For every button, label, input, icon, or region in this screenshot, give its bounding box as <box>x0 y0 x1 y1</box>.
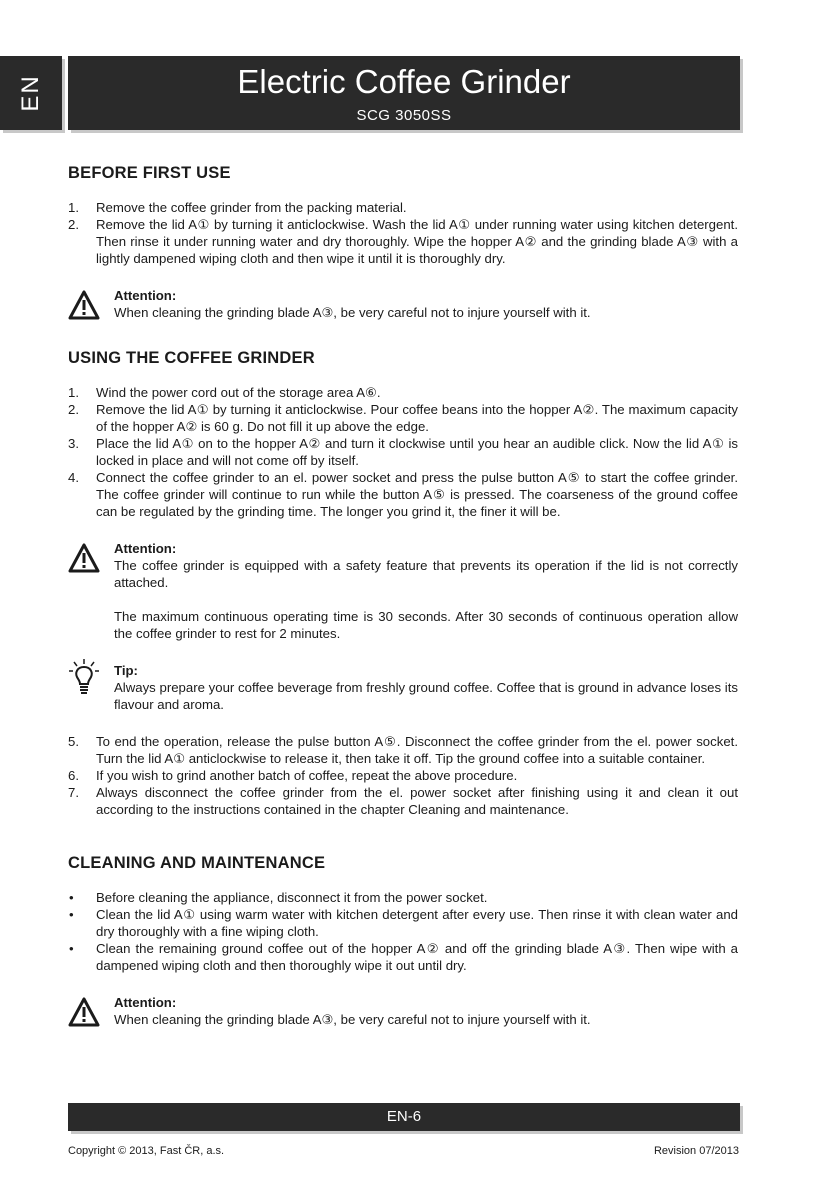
copyright-text: Copyright © 2013, Fast ČR, a.s. <box>68 1145 225 1157</box>
step-number: 2. <box>68 402 79 417</box>
manual-content <box>68 164 738 1028</box>
step-text: Remove the coffee grinder from the packing material. <box>96 200 407 215</box>
step-number: 7. <box>68 785 79 800</box>
bullet-mark: • <box>69 890 74 905</box>
step-number: 5. <box>68 734 79 749</box>
attention-label: Attention: <box>114 541 177 556</box>
page-number-bar <box>68 1103 740 1131</box>
step-number: 6. <box>68 768 79 783</box>
step-number: 2. <box>68 217 79 232</box>
list-item <box>68 435 738 469</box>
title-banner <box>68 56 740 130</box>
steps-list <box>68 384 738 520</box>
section-heading: CLEANING AND MAINTENANCE <box>68 854 326 872</box>
step-number: 4. <box>68 470 79 485</box>
bullet-list <box>68 889 738 974</box>
section-heading: BEFORE FIRST USE <box>68 164 231 182</box>
model-number: SCG 3050SS <box>356 107 452 124</box>
attention-notice <box>68 287 738 321</box>
step-text: Remove the lid A① by turning it anticlockwise. Pour coffee beans into the hopper A②. The maximum capacity of the hopper A② is 60 g. Do not fill it up above the edge. <box>96 402 738 434</box>
list-item <box>68 469 738 520</box>
list-item <box>68 906 738 940</box>
warning-triangle-icon <box>68 997 100 1027</box>
bullet-text: Clean the lid A① using warm water with kitchen detergent after every use. Then rinse it with clean water and dry thoroughly with a fine wiping cloth. <box>96 907 738 939</box>
language-tab <box>0 56 62 130</box>
tip-notice <box>68 662 738 713</box>
section-using <box>68 349 738 818</box>
bullet-text: Before cleaning the appliance, disconnect it from the power socket. <box>96 890 488 905</box>
step-number: 3. <box>68 436 79 451</box>
section-before-first-use <box>68 164 738 321</box>
attention-notice <box>68 540 738 642</box>
attention-text: When cleaning the grinding blade A③, be very careful not to injure yourself with it. <box>114 305 591 320</box>
attention-text: The maximum continuous operating time is 30 seconds. After 30 seconds of continuous operation allow the coffee grinder to rest for 2 minutes. <box>114 609 738 641</box>
revision-text: Revision 07/2013 <box>653 1145 739 1157</box>
list-item <box>68 889 738 906</box>
list-item <box>68 216 738 267</box>
section-cleaning <box>68 854 738 1028</box>
list-item <box>68 767 738 784</box>
list-item <box>68 784 738 818</box>
warning-triangle-icon <box>68 543 100 573</box>
step-text: To end the operation, release the pulse button A⑤. Disconnect the coffee grinder from the el. power socket. Turn the lid A① anticlockwise to release it, then take it off. Tip the ground coffee into a suitable container. <box>96 734 738 766</box>
step-text: Connect the coffee grinder to an el. power socket and press the pulse button A⑤ to start the coffee grinder. The coffee grinder will continue to run while the button A⑤ is pressed. The coarseness of the ground coffee can be regulated by the grinding time. The longer you grind it, the finer it will be. <box>96 470 738 519</box>
step-number: 1. <box>68 385 79 400</box>
language-label: EN <box>17 74 44 112</box>
attention-text: The coffee grinder is equipped with a safety feature that prevents its operation if the lid is not correctly attached. <box>114 558 738 590</box>
tip-text: Always prepare your coffee beverage from freshly ground coffee. Coffee that is ground in advance loses its flavour and aroma. <box>114 680 738 712</box>
step-text: If you wish to grind another batch of coffee, repeat the above procedure. <box>96 768 518 783</box>
bullet-mark: • <box>69 907 74 922</box>
attention-text: When cleaning the grinding blade A③, be very careful not to injure yourself with it. <box>114 1012 591 1027</box>
steps-list <box>68 199 738 267</box>
page-number: EN-6 <box>386 1108 422 1125</box>
section-heading: USING THE COFFEE GRINDER <box>68 349 315 367</box>
list-item <box>68 940 738 974</box>
list-item <box>68 199 738 216</box>
attention-notice <box>68 994 738 1028</box>
lightbulb-icon <box>68 658 100 698</box>
attention-label: Attention: <box>114 288 177 303</box>
step-text: Wind the power cord out of the storage area A⑥. <box>96 385 381 400</box>
step-text: Place the lid A① on to the hopper A② and turn it clockwise until you hear an audible click. Now the lid A① is locked in place and will not come off by itself. <box>96 436 738 468</box>
tip-label: Tip: <box>114 663 138 678</box>
list-item <box>68 733 738 767</box>
attention-label: Attention: <box>114 995 177 1010</box>
list-item <box>68 401 738 435</box>
warning-triangle-icon <box>68 290 100 320</box>
bullet-mark: • <box>69 941 74 956</box>
step-text: Remove the lid A① by turning it anticlockwise. Wash the lid A① under running water using kitchen detergent. Then rinse it under running water and dry thoroughly. Wipe the hopper A② and the grinding blade A③ with a lightly dampened wiping cloth and then wipe it until it is thoroughly dry. <box>96 217 738 266</box>
steps-list-continued <box>68 733 738 818</box>
list-item <box>68 384 738 401</box>
step-text: Always disconnect the coffee grinder from the el. power socket after finishing using it and clean it out according to the instructions contained in the chapter Cleaning and maintenance. <box>96 785 738 817</box>
step-number: 1. <box>68 200 79 215</box>
page-title: Electric Coffee Grinder <box>237 63 571 100</box>
bullet-text: Clean the remaining ground coffee out of the hopper A② and off the grinding blade A③. Then wipe with a dampened wiping cloth and then thoroughly wipe it out until dry. <box>96 941 738 973</box>
